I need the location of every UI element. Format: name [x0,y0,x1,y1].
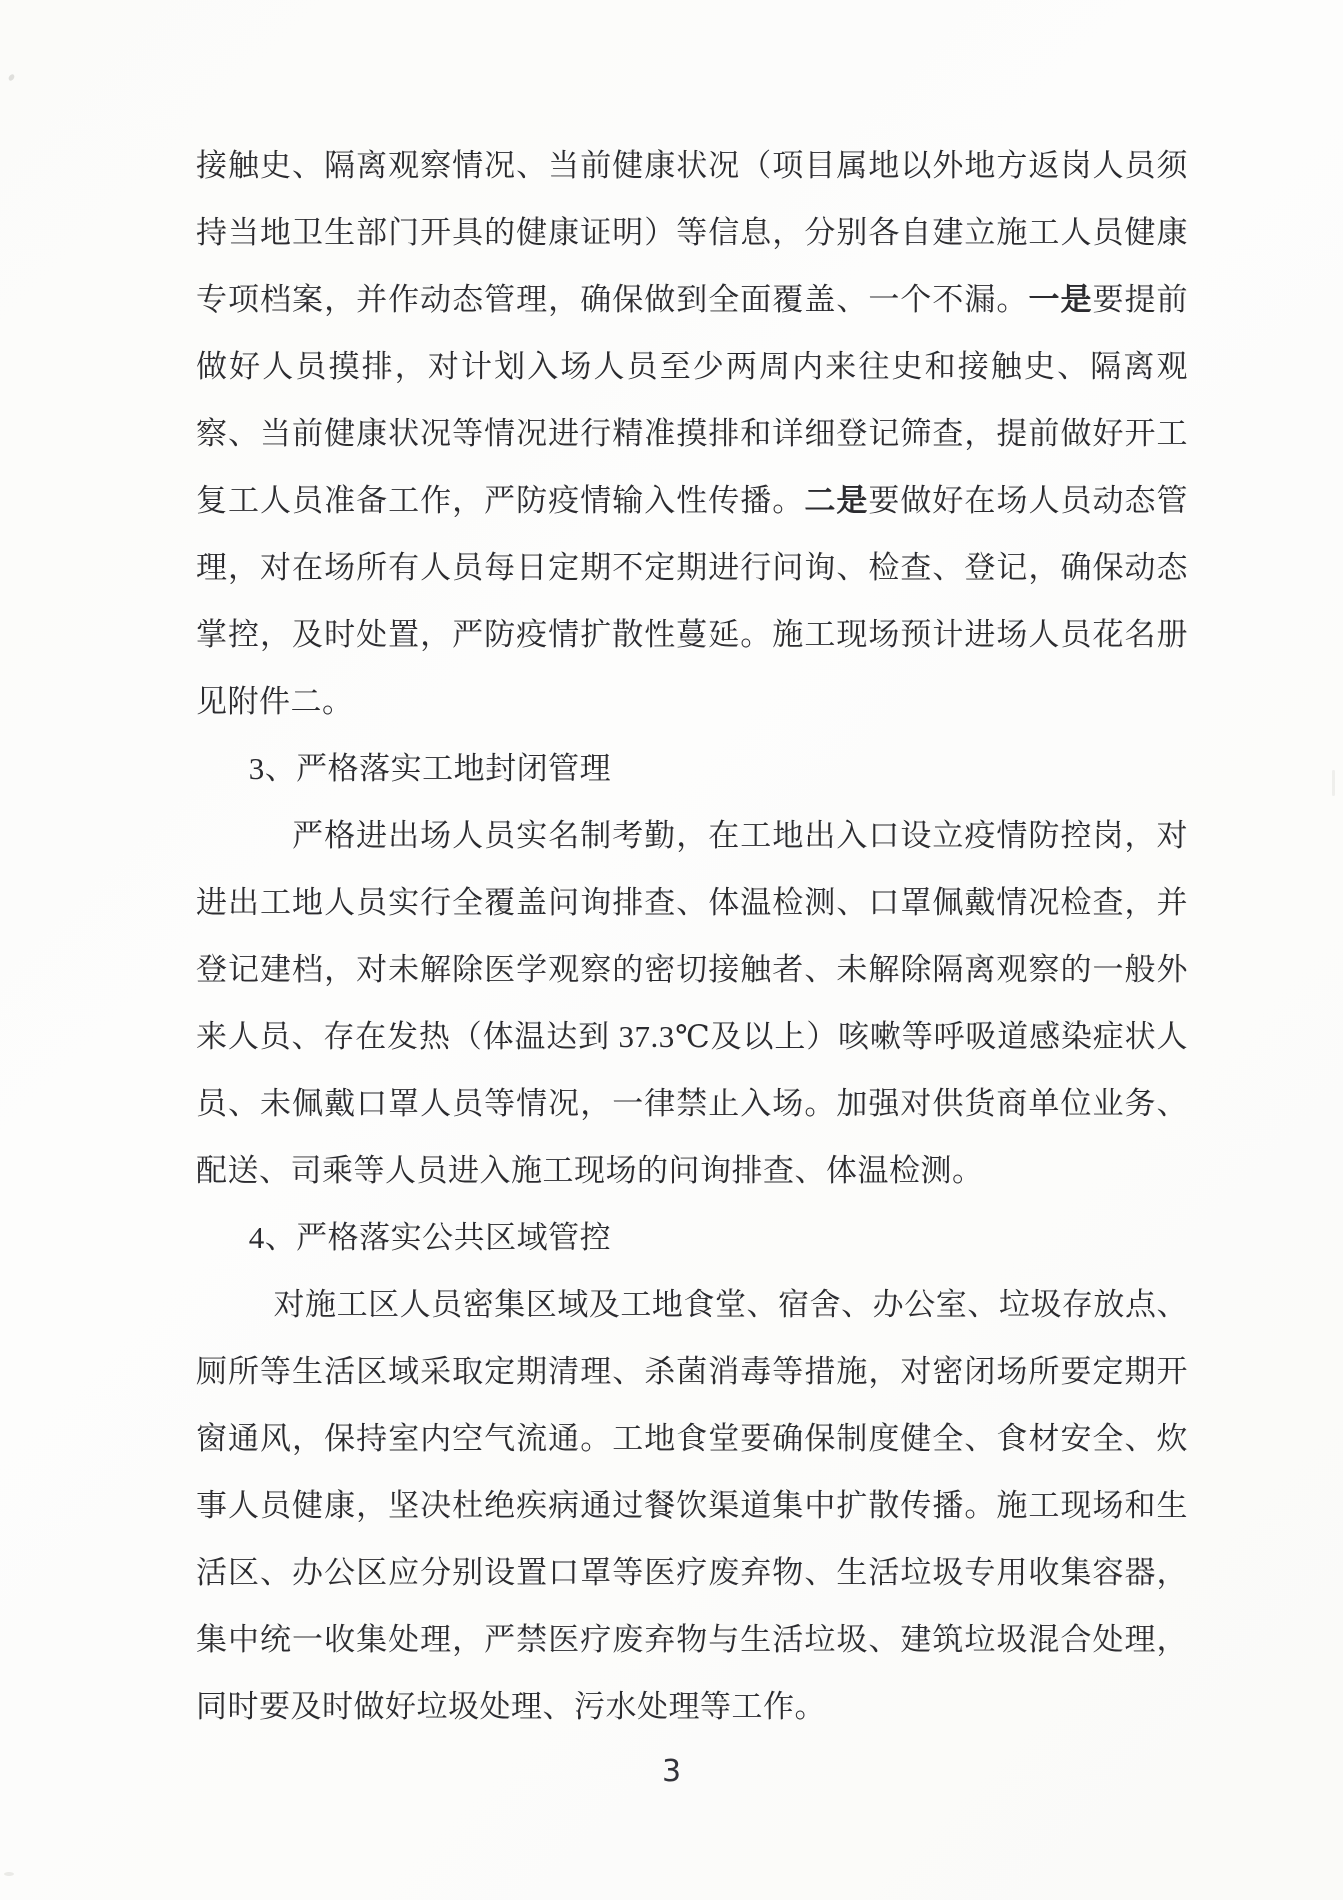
paragraph [196,802,1188,1204]
text-run: 4、严格落实公共区域管控 [248,1220,612,1255]
text-run: 要提前做好人员摸排，对计划入场人员至少两周内来往史和接触史、隔离观察、当前健康状况等情况进行精准摸排和详细登记筛查，提前做好开工复工人员准备工作，严防疫情输入性传播。 [196,282,1189,518]
scan-artifact-speck [1332,770,1335,796]
text-run: 3、严格落实工地封闭管理 [248,751,612,786]
text-run: 严格进出场人员实名制考勤，在工地出入口设立疫情防控岗，对进出工地人员实行全覆盖问询排查、体温检测、口罩佩戴情况检查，并登记建档，对未解除医学观察的密切接触者、未解除隔离观察的一般外来人员、存在发热（体温达到 37.3℃及以上）咳嗽等呼吸道感染症状人员、未佩戴口罩人员等情况，一律禁止入场。加强对供货商单位业务、配送、司乘等人员进入施工现场的问询排查、体温检测。 [196,818,1188,1188]
bold-text-run: 一是 [1028,282,1093,317]
paragraph [196,1271,1188,1740]
section-heading [196,735,1188,802]
bold-text-run: 二是 [804,483,869,518]
scan-artifact-speck [4,1872,14,1876]
section-heading [196,1204,1188,1271]
text-run: 对施工区人员密集区域及工地食堂、宿舍、办公室、垃圾存放点、厕所等生活区域采取定期清理、杀菌消毒等措施，对密闭场所要定期开窗通风，保持室内空气流通。工地食堂要确保制度健全、食材安全、炊事人员健康，坚决杜绝疾病通过餐饮渠道集中扩散传播。施工现场和生活区、办公区应分别设置口罩等医疗废弃物、生活垃圾专用收集容器，集中统一收集处理，严禁医疗废弃物与生活垃圾、建筑垃圾混合处理，同时要及时做好垃圾处理、污水处理等工作。 [196,1287,1188,1724]
text-run: 要做好在场人员动态管理，对在场所有人员每日定期不定期进行问询、检查、登记，确保动态掌控，及时处置，严防疫情扩散性蔓延。施工现场预计进场人员花名册见附件二。 [196,483,1189,719]
scan-artifact-speck [7,73,15,82]
text-run: 接触史、隔离观察情况、当前健康状况（项目属地以外地方返岗人员须持当地卫生部门开具的健康证明）等信息，分别各自建立施工人员健康专项档案，并作动态管理，确保做到全面覆盖、一个不漏。 [196,148,1188,317]
paragraph [196,132,1188,735]
text-block [196,132,1188,1740]
page-number: 3 [661,1754,682,1789]
